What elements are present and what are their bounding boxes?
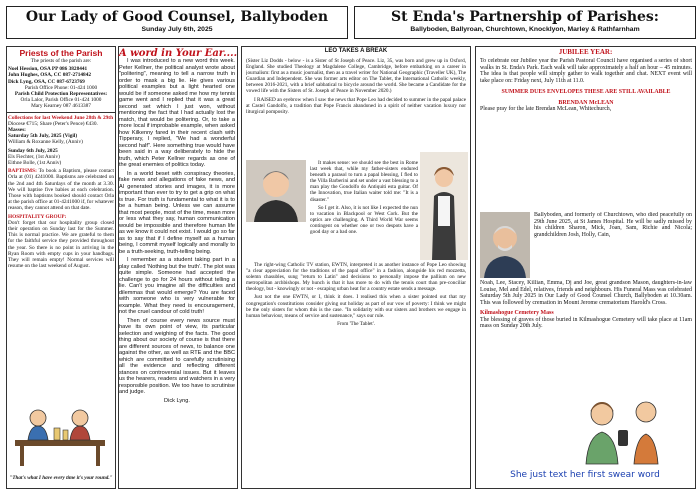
cemetery-text: The blessing of graves of those buried in Kilmashogue Cemetery will take place at 11am mass on Sunday 20th July. (480, 316, 692, 330)
leo-heading: LEO TAKES A BREAK (324, 48, 388, 54)
article-paragraph: In a world beset with conspiracy theories, fake news and allegations of fake news, and AI generated stories and images, it is more important than ever to try to get a grip on what is true. For truth is fundamental to what it is to be a human being. Unless we can assume that most people, most of the time, mean more or less what they say, human communication would be impossible and therefore human life as we know it could not exist. I would go so far as to say that if I define myself as a human being, I commit myself logically and morally to be a truth-seeking, truth-telling being. (119, 170, 235, 255)
brendan-text: Noah, Lee, Stacey, Killian, Emma, Dj and Joe, great grandson Mason, daughters-in-law Louise, Mel and Edel, relatives, friends and neighbours. His Funeral Mass was celebrated Saturday 5th July 2025 in Our Lady of Good Counsel Church, Ballyboden at 10.30am. This was followed by cremation in Mount Jerome crematorium Harold's Cross. (480, 280, 692, 307)
sister-photo (420, 152, 468, 260)
child-protection-rep: Orla Lalor, Parish Office 01-424 1000 (20, 97, 102, 104)
leo-paragraph: It makes sense: we should see the best in Rome last week that, while my father-sisters endured beneath a parasol to turn a papal blessing, I fled to the Villa Barberini and set under a vast blessing to a man play the Gondolfo do Antiquiti esta guitar. Of the Innovation, true Italian waiter told me: "It is a disaster." (310, 160, 418, 203)
leo-source: From 'The Tablet'. (337, 320, 375, 327)
partnership-title: St Enda's Partnership of Parishes: (391, 9, 659, 25)
masses-label: Masses: (8, 127, 26, 134)
priest-line: Noel Hession, OSA PP 086 3828441 (8, 66, 88, 73)
saturday-intention: William & Roxanne Kelly, (Anniv) (8, 139, 83, 146)
sunday-intention: Els Fiechter, (1st Anniv) (8, 153, 60, 160)
saturday-mass: Saturday 5th July, 2025 (Vigil) (8, 133, 78, 140)
word-in-your-ear-heading: A word in Your Ear.... (118, 48, 238, 59)
leo-paragraph: Just not the one EWTN, or I, think it does. I realised this when a sister pointed out that my congregation's constitutions consider giving out holiday as part of our vow of poverty: I think we might be the only sisters for whom this is the case. "In solidarity with our sisters and brothers we engage in human behaviour, means of service and sustenance," says our rule. (246, 294, 466, 319)
priest-line: John Hughes, OSA, CC 087-2714842 (8, 72, 91, 79)
author-photo (246, 160, 306, 222)
article-paragraph: Then of course every news source must have its own point of view, its particular selection and weighing of the facts. The good thing about our society of course is that there are different sources of news, to balance one against the other, as well as RTE and the BBC which are committed to carefully scrutinising all the evidence and reflecting different stances on controversial issues. But it leaves us the hearers, readers and watchers in a very responsible position. We too have to scrutinise and judge. (119, 317, 235, 395)
brendan-notice-wide (480, 280, 692, 384)
brendan-notice-narrow: Ballyboden, and formerly of Churchtown, who died peacefully on 29th June 2025, at St James Hospital. He will be sadly missed by his children Sharon, Mick, Joan, Sam, Richie and Nicola; grandchildren Josh, Holly, Cain, (534, 212, 692, 239)
jubilee-section (480, 58, 692, 210)
partnership-parishes: Ballyboden, Ballyroan, Churchtown, Knocklyon, Marley & Rathfarnham (410, 26, 640, 33)
parish-title: Our Lady of Good Counsel, Ballyboden (25, 9, 329, 25)
hospitality-label: HOSPITALITY GROUP: (8, 213, 67, 220)
leo-paragraph: I RAISED an eyebrow when I saw the news that Pope Leo had decided to summer in the papal palace at Castel Gandolfo, a tradition that Pope Francis abandoned in a spirit of neither vacation luxury nor liturgical pomposity. (246, 96, 466, 115)
column-2 (119, 58, 235, 495)
column-1 (6, 58, 116, 398)
priests-intro: The priests of the parish are: (30, 58, 92, 64)
sunday-mass: Sunday 6th July, 2025 (8, 147, 58, 154)
baptisms-text: To book a Baptism, please contact Orla at (01) 4241000. Baptisms are celebrated on the 2nd and 4th Saturdays of the month at 3.30. We will baptise five babies at each celebration. Those with baptisms booked should contact Orla at the parish office at 01-4241000 if, for whatever reason, they cannot attend on that date. (8, 168, 115, 212)
brendan-photo (480, 212, 530, 278)
collections-amounts: Diocese €715; Share (Peter's Pence) €430. (8, 120, 98, 127)
dues-envelopes-notice: SUMMER DUES ENVELOPES THESE ARE STILL AVAILABLE (501, 88, 671, 95)
jubilee-heading: JUBILEE YEAR: (558, 48, 613, 56)
brendan-intro: Please pray for the late Brendan McLean, Whitechurch, (480, 106, 612, 113)
pub-cartoon-caption: "That's what I have every time it's your round." (9, 475, 113, 481)
phone-cartoon-caption: She just text her first swear word (510, 470, 660, 480)
parish-date: Sunday July 6th, 2025 (141, 26, 213, 33)
leo-paragraph: The right-wing Catholic TV station, EWTN, interpreted it as another instance of Pope Leo showing "a clear appreciation for the traditions of the papal office" in a fashion, alongside his red mozzetta, solemn chasubles, sung "return to Latin" and decisions to personally impose the pallium on new metropolitan archbishops. My hunch is that it has more to do with the tennis court than pre-conciliar theology, but - knowingly or not - escaping urban heat for a country estate sends a message. (246, 262, 466, 293)
article-paragraph: I remember as a student taking part in a play called 'Nothing but the truth'. The plot was quite simple. Someone had accepted the challenge to go for 24 hours without telling a lie. Can't you imagine all the difficulties and dilemmas that would emerge? You are faced with someone who is very vulnerable for example. What they need is encouragement, not the cruel candour of cold truth! (119, 257, 235, 315)
collections-heading: Collections for last Weekend June 28th & 29th (8, 114, 114, 121)
jubilee-text: To celebrate our Jubilee year the Parish Pastoral Council have organised a series of short walks in St. Enda's Park. Each walk will take approximately a half an hour – 45 minutes. The idea is that people will simply gather to walk together and chat. NEXT event will take place on: Friday next, July 11th at 11.0. (480, 58, 692, 85)
brendan-heading: BRENDAN McLEAN (558, 99, 614, 106)
child-protection-label: Parish Child Protection Representatives: (14, 91, 108, 98)
pub-cartoon-image (10, 398, 110, 468)
article-signature: Dick Lyng. (164, 397, 190, 404)
leo-paragraph: So I get it. Also, it is not like I expected the nun to vacation in Blackpool or West Cork. But the optics are challenging. A Third World War seems contingent on whether one or two despots have a good day or a bad one. (310, 204, 418, 236)
article-paragraph: I was introduced to a new word this week. Peter Kellner, the political analyst wrote about "politering", meaning to tell a narrow truth in order to mask a big lie. He gives various political examples but a light hearted one would be if someone asked me how my tennis game went and I replied that it was a great second set which I just won, without mentioning the fact that I had actually lost the match, that would be politering. Or, to take a more local if improbable example, when asked how Kilkenny fared in their recent clash with Tipperary, I replied, "We had a wonderful second half". Here something true would have been said in a way deliberately to hide the truth, which Peter Kellner regards as one of the great enemies of politics today. (119, 58, 235, 168)
leo-intro (246, 58, 466, 158)
baptisms-label: BAPTISMS: (8, 168, 37, 175)
priest-line: Dick Lyng, OSA, CC 087-6723769 (8, 78, 85, 85)
child-protection-rep: Mary Kearney 087 4613387 (31, 103, 91, 110)
hospitality-text: Don't forget that our hospitality group closed their operation on Sunday last for the Summer. This is normal practice. We are grateful to them for the faithful service they provided throughout the year. So there is no point in arriving in the Ryan Room with empty cups in your handbags. They will remain empty! Normal services will resume on the last weekend of August. (8, 219, 114, 270)
leo-body-narrow (310, 160, 418, 260)
office-phone: Parish Office Phone: 01-424 1000 (24, 84, 98, 91)
phone-cartoon-image (560, 386, 680, 466)
priests-heading: Priests of the Parish (19, 48, 103, 58)
leo-body-wide (246, 262, 466, 486)
sunday-intention: Eithne Bolle, (1st Anniv) (8, 160, 62, 167)
cemetery-heading: Kilmashogue Cemetery Mass (480, 309, 554, 316)
parish-header (6, 6, 348, 39)
partnership-header (354, 6, 696, 39)
leo-paragraph: (Sister Liz Dodds - below - is a Sister of St Joseph of Peace. Liz, 35, was born and grew up in Oxford, England. She studied Theology at Magdalene College, Cambridge, before embarking on a career in journalism: first as a music journalist, then as a travel writer for National Geographic (Traveller UK), The Guardian and Independent. She was former arts editor on The Tablet, the International Catholic weekly, between 2016-2021, with a brief sabbatical to bicycle around the world. She became a Candidate for the vowed life with the Sisters of St. Joseph of Peace in November 2020.) (246, 58, 466, 95)
